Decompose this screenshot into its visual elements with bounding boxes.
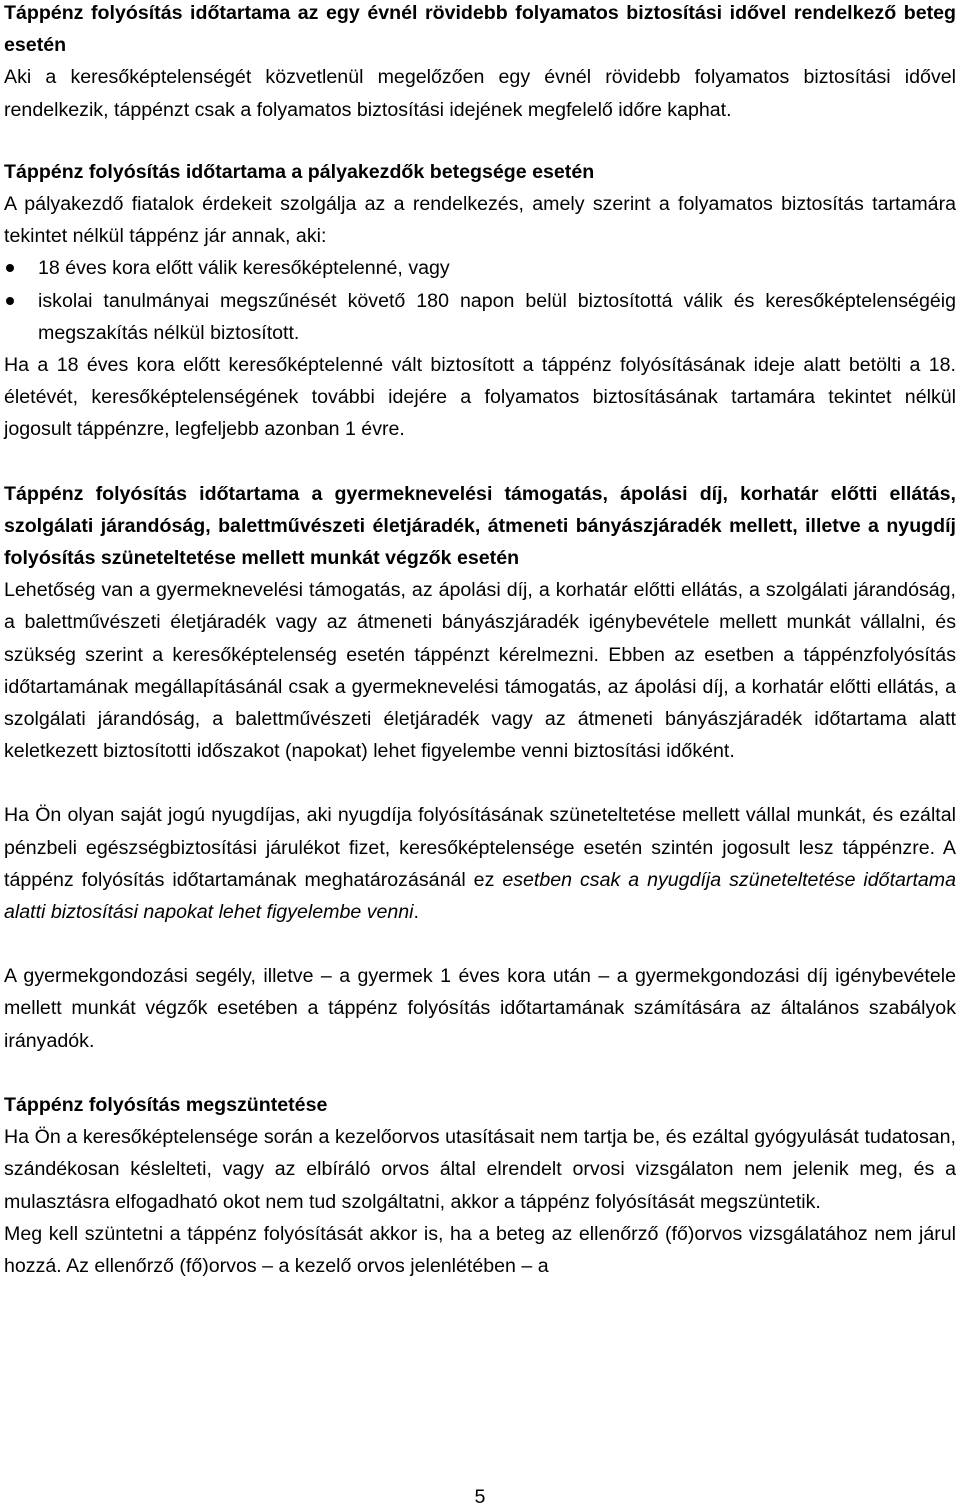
pensioner-text-end: .: [413, 901, 419, 924]
list-item-text: iskolai tanulmányai megszűnését követő 180 napon belül biztosítottá válik és keresőképtelenségéig megszakítás nélkül biztosított.: [38, 289, 956, 344]
section-heading-career-starters: Táppénz folyósítás időtartama a pályakezdők betegsége esetén: [4, 160, 595, 183]
section-heading-termination: Táppénz folyósítás megszüntetése: [4, 1093, 328, 1116]
page-number: 5: [474, 1486, 486, 1508]
bullet-list-career-starters: [4, 252, 956, 349]
paragraph-benefits-work: Lehetőség van a gyermeknevelési támogatás, az ápolási díj, a korhatár előtti ellátás, a szolgálati járandóság, a balettművészeti életjáradék vagy az átmeneti bányászjáradék igénybevétele mellett munkát vállalni, és szükség szerint a keresőképtelenség esetén táppénzt kérelmezni. Ebben az esetben a táppénzfolyósítás időtartamának megállapításánál csak a gyermeknevelési támogatás, az ápolási díj, a korhatár előtti ellátás, a szolgálati járandóság, a balettművészeti életjáradék vagy az átmeneti bányászjáradék időtartama alatt keletkezett biztosítotti időszakot (napokat) lehet figyelembe venni biztosítási időként.: [4, 579, 956, 763]
paragraph-childcare: A gyermekgondozási segély, illetve – a gyermek 1 éves kora után – a gyermekgondozási díj igénybevétele mellett munkát végzők esetében a táppénz folyósítás időtartamának számítására az általános szabályok irányadók.: [4, 965, 956, 1052]
pensioner-text: Ha Ön olyan saját jogú nyugdíjas, aki nyugdíja folyósításának szüneteltetése mellett vállal munkát, és ezáltal pénzbeli egészségbiztosítási járulékot fizet, keresőképtelensége esetén szintén jogosult lesz táppénzre. A táppénz folyósítás időtartamának meghatározásánál ez: [4, 804, 956, 891]
document-page: [4, 0, 956, 1282]
bullet-icon: [6, 264, 14, 272]
paragraph-termination-2: Meg kell szüntetni a táppénz folyósítását akkor is, ha a beteg az ellenőrző (fő)orvos vizsgálatához nem járul hozzá. Az ellenőrző (fő)orvos – a kezelő orvos jelenlétében – a: [4, 1222, 956, 1277]
paragraph-career-starters-outro: Ha a 18 éves kora előtt keresőképtelenné vált biztosított a táppénz folyósításának ideje alatt betölti a 18. életévét, keresőképtelenségének további idejére a folyamatos biztosításának tartamára tekintet nélkül jogosult táppénzre, legfeljebb azonban 1 évre.: [4, 354, 956, 441]
list-item: [4, 252, 956, 284]
paragraph-short-insurance: Aki a keresőképtelenségét közvetlenül megelőzően egy évnél rövidebb folyamatos biztosítási idővel rendelkezik, táppénzt csak a folyamatos biztosítási idejének megfelelő időre kaphat.: [4, 66, 956, 121]
paragraph-pensioner: [4, 799, 956, 928]
list-item-text: 18 éves kora előtt válik keresőképtelenné, vagy: [38, 257, 450, 280]
section-heading-short-insurance: Táppénz folyósítás időtartama az egy évnél rövidebb folyamatos biztosítási idővel rendelkező beteg esetén: [4, 2, 956, 57]
paragraph-career-starters-intro: A pályakezdő fiatalok érdekeit szolgálja az a rendelkezés, amely szerint a folyamatos biztosítás tartamára tekintet nélkül táppénz jár annak, aki:: [4, 193, 956, 248]
pensioner-italic-text: esetben csak a nyugdíja szüneteltetése időtartama alatti biztosítási napokat lehet figyelembe venni: [4, 868, 957, 924]
list-item: [4, 285, 956, 349]
section-heading-benefits-work: Táppénz folyósítás időtartama a gyermeknevelési támogatás, ápolási díj, korhatár előtti ellátás, szolgálati járandóság, balettművészeti életjáradék, átmeneti bányászjáradék mellett, illetve a nyugdíj folyósítás szüneteltetése mellett munkát végzők esetén: [4, 482, 956, 570]
paragraph-termination-1: Ha Ön a keresőképtelensége során a kezelőorvos utasításait nem tartja be, és ezáltal gyógyulását tudatosan, szándékosan késlelteti, vagy az elbíráló orvos által elrendelt orvosi vizsgálaton nem jelenik meg, és a mulasztásra elfogadható okot nem tud szolgáltatni, akkor a táppénz folyósítását megszüntetik.: [4, 1126, 956, 1213]
bullet-icon: [6, 297, 14, 305]
